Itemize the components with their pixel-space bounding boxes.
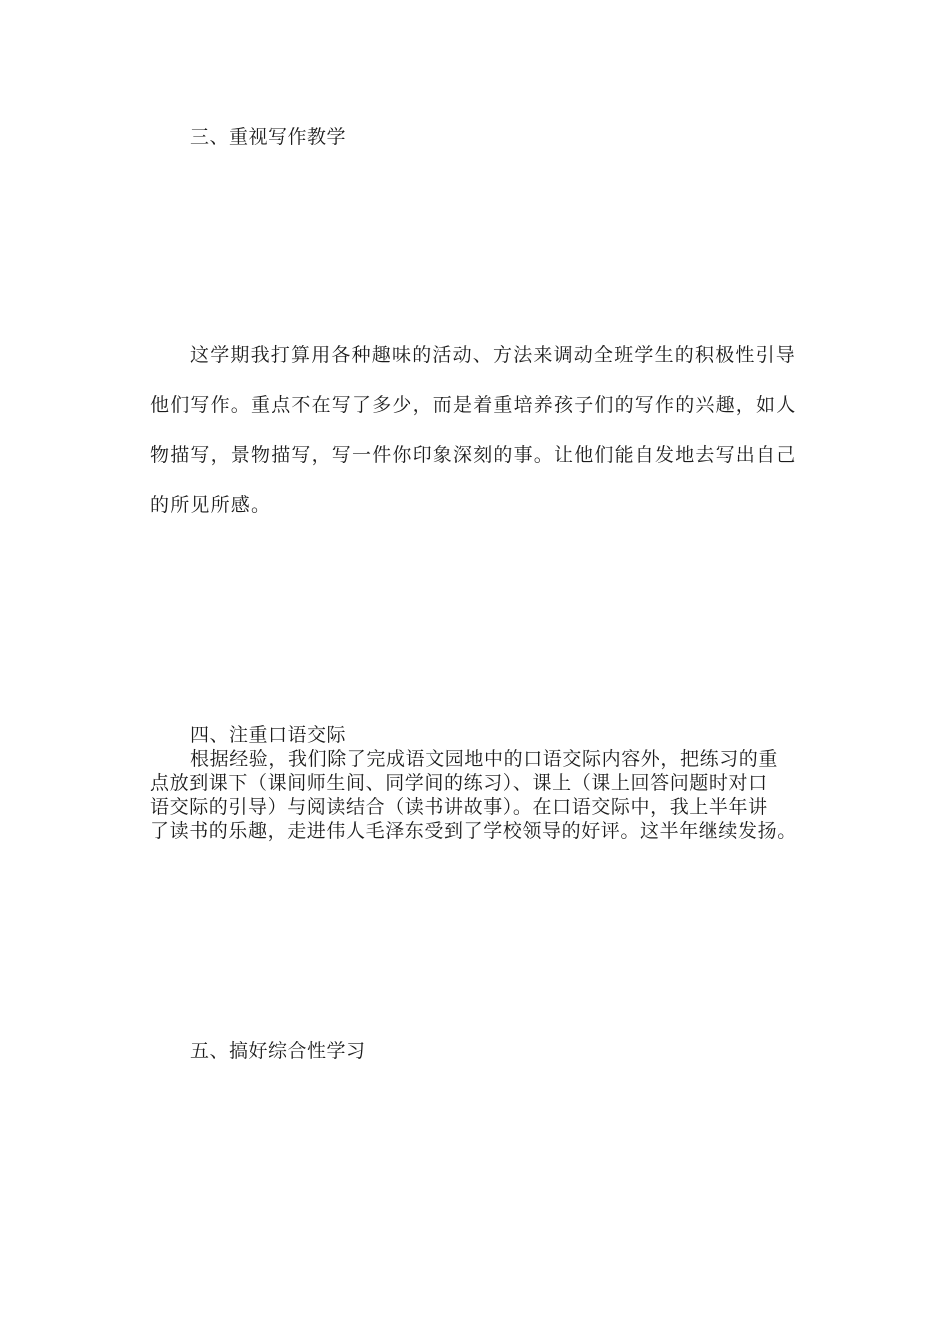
section-4-line-3: 语交际的引导）与阅读结合（读书讲故事）。在口语交际中，我上半年讲 — [150, 796, 768, 818]
section-3-line-3: 物描写，景物描写，写一件你印象深刻的事。让他们能自发地去写出自己 — [150, 444, 797, 466]
section-3-line-1: 这学期我打算用各种趣味的活动、方法来调动全班学生的积极性引导 — [190, 344, 797, 366]
section-4-line-4: 了读书的乐趣，走进伟人毛泽东受到了学校领导的好评。这半年继续发扬。 — [150, 820, 797, 842]
section-3-heading: 三、重视写作教学 — [190, 126, 347, 148]
section-3-line-2: 他们写作。重点不在写了多少，而是着重培养孩子们的写作的兴趣，如人 — [150, 394, 797, 416]
section-4-line-2: 点放到课下（课间师生间、同学间的练习）、课上（课上回答问题时对口 — [150, 772, 768, 794]
section-4-line-1: 根据经验，我们除了完成语文园地中的口语交际内容外，把练习的重 — [190, 748, 779, 770]
section-4-heading: 四、注重口语交际 — [190, 724, 347, 746]
section-5-heading: 五、搞好综合性学习 — [190, 1040, 366, 1062]
section-3-line-4: 的所见所感。 — [150, 494, 272, 516]
